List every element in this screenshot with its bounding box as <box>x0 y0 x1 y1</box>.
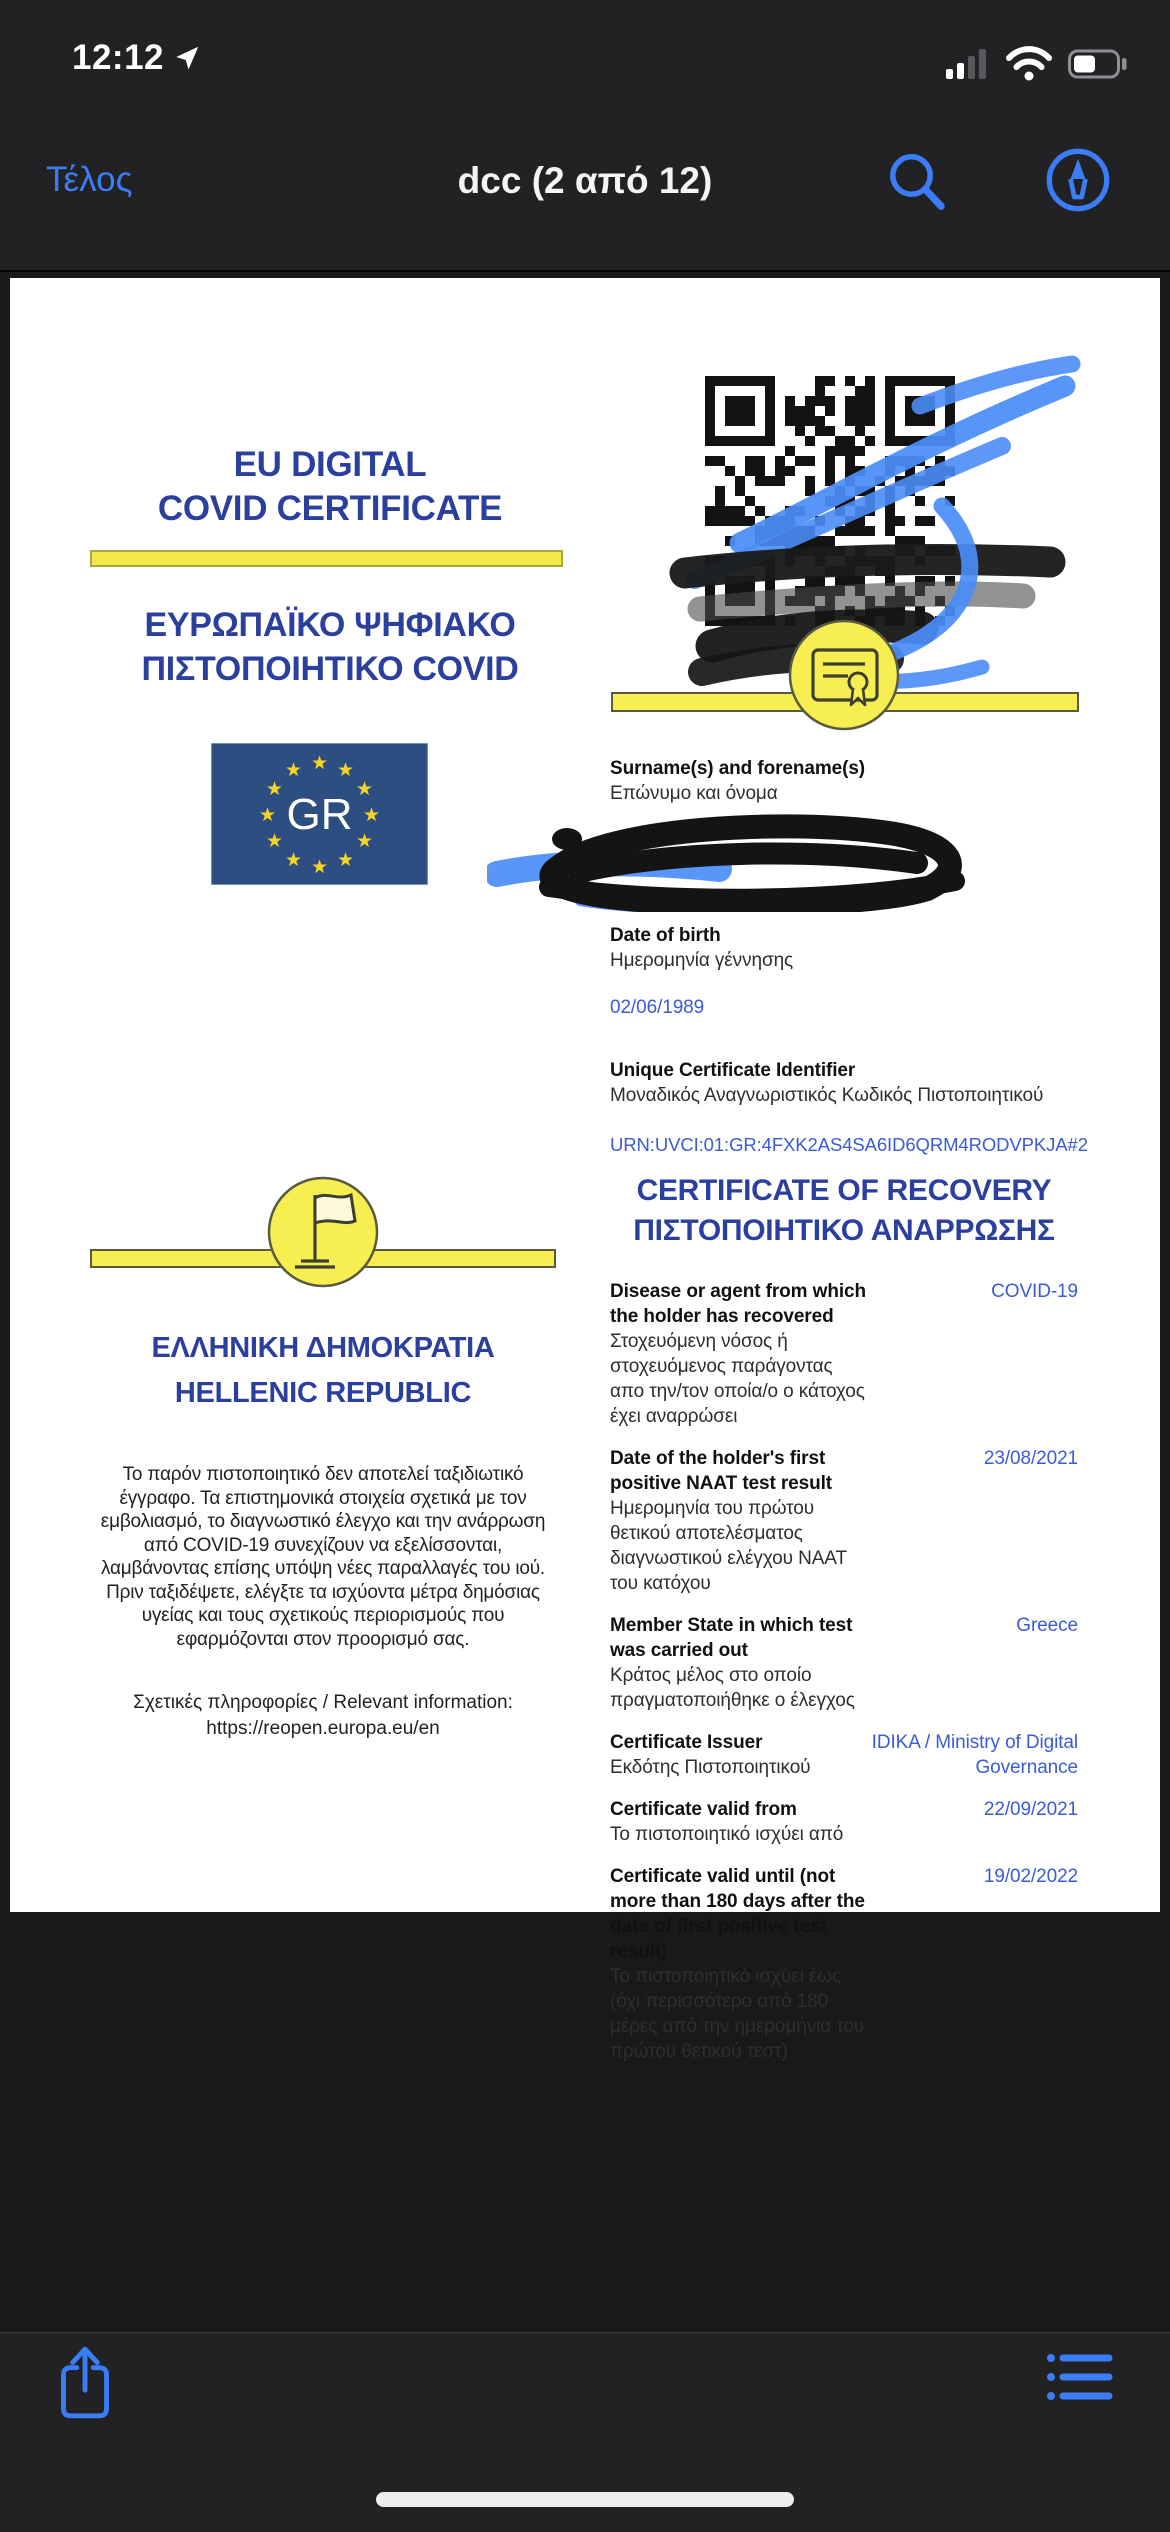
valid-until-value: 19/02/2022 <box>983 1866 1078 1887</box>
svg-text:GR: GR <box>286 790 353 839</box>
recovery-row-first-positive: Date of the holder's first positive NAAT test result Ημερομηνία του πρώτου θετικού αποτελέσματος διαγνωστικού ελέγχου NAAT του κατόχου 23/08/2021 <box>610 1448 1078 1594</box>
relevant-information-url: https://reopen.europa.eu/en <box>206 1718 440 1739</box>
nav-bar <box>0 100 1170 268</box>
recovery-row-valid-until: Certificate valid until (not more than 180 days after the date of first positive test result) Το πιστοποιητικό ισχύει έως (όχι περισσότερο από 180 μέρες από την ημερομήνια του πρώτου θετικού τεστ) 19/02/2022 <box>610 1866 1078 2062</box>
status-icons <box>944 46 1128 82</box>
redacted-name-scribble <box>487 812 987 912</box>
done-button[interactable]: Τέλος <box>46 160 133 199</box>
hellenic-republic-block <box>89 1173 557 1742</box>
pdf-scroll-area[interactable] <box>0 272 1170 2330</box>
cellular-signal-icon <box>944 47 990 81</box>
location-arrow-icon <box>172 43 202 73</box>
recovery-row-valid-from: Certificate valid from Το πιστοποιητικό ισχύει από 22/09/2021 <box>610 1799 1078 1845</box>
recovery-row-member-state: Member State in which test was carried out Κράτος μέλος στο οποίο πραγματοποιήθηκε ο έλεγχος Greece <box>610 1615 1078 1711</box>
dob-label-el: Ημερομηνία γέννησης <box>610 950 794 971</box>
wifi-icon <box>1004 46 1054 82</box>
dob-label: Date of birth <box>610 925 721 946</box>
home-indicator[interactable] <box>376 2492 794 2507</box>
svg-text:★: ★ <box>265 778 284 800</box>
svg-text:★: ★ <box>258 804 277 826</box>
uci-label: Unique Certificate Identifier <box>610 1060 856 1081</box>
certificate-title-el: ΕΥΡΩΠΑΪΚΟ ΨΗΦΙΑΚΟ ΠΙΣΤΟΠΟΙΗΤΙΚΟ COVID <box>141 606 519 688</box>
list-icon <box>1046 2351 1114 2403</box>
uci-label-el: Μοναδικός Αναγνωριστικός Κωδικός Πιστοποιητικού <box>610 1085 1044 1106</box>
search-button[interactable] <box>884 148 950 214</box>
issuer-value: IDIKA / Ministry of Digital Governance <box>871 1732 1078 1778</box>
bottom-toolbar <box>0 2332 1170 2532</box>
svg-text:★: ★ <box>310 856 329 878</box>
certificate-page <box>10 278 1160 2062</box>
svg-text:★: ★ <box>284 849 303 871</box>
uci-value: URN:UVCI:01:GR:4FXK2AS4SA6ID6QRM4RODVPKJA#2 <box>610 1134 1088 1155</box>
first-positive-date-value: 23/08/2021 <box>983 1448 1078 1469</box>
document-title: dcc (2 από 12) <box>457 160 713 201</box>
eu-flag-gr <box>211 743 428 885</box>
dob-value: 02/06/1989 <box>610 997 705 1018</box>
recovery-row-disease: Disease or agent from which the holder has recovered Στοχευόμενη νόσος ή στοχευόμενος παράγοντας απο την/τον οποία/ο ο κάτοχος έχει αναρρώσει COVID-19 <box>610 1281 1078 1427</box>
recovery-section <box>610 1171 1078 2064</box>
share-button[interactable] <box>52 2341 118 2423</box>
certificate-title-en: EU DIGITAL COVID CERTIFICATE <box>157 445 503 528</box>
svg-text:★: ★ <box>310 752 329 774</box>
svg-text:★: ★ <box>284 759 303 781</box>
svg-text:★: ★ <box>336 759 355 781</box>
recovery-title: CERTIFICATE OF RECOVERY ΠΙΣΤΟΠΟΙΗΤΙΚΟ ΑΝΑΡΡΩΣΗΣ <box>633 1174 1055 1247</box>
qr-code <box>590 328 1100 718</box>
svg-text:★: ★ <box>336 849 355 871</box>
surname-label-el: Επώνυμο και όνομα <box>610 783 778 804</box>
svg-text:★: ★ <box>355 778 374 800</box>
valid-from-value: 22/09/2021 <box>983 1799 1078 1820</box>
svg-text:★: ★ <box>362 804 381 826</box>
search-icon <box>884 148 950 214</box>
markup-button[interactable] <box>1044 146 1112 214</box>
relevant-information: Σχετικές πληροφορίες / Relevant information: https://reopen.europa.eu/en <box>89 1690 557 1742</box>
status-time-group <box>72 38 202 78</box>
disease-value: COVID-19 <box>991 1281 1078 1302</box>
surname-label: Surname(s) and forename(s) <box>610 758 866 779</box>
status-bar <box>0 0 1170 100</box>
member-state-value: Greece <box>1016 1615 1078 1636</box>
clock-time: 12:12 <box>72 38 165 77</box>
hellenic-republic-title: ΕΛΛΗΝΙΚΗ ΔΗΜΟΚΡΑΤΙΑ HELLENIC REPUBLIC <box>151 1332 495 1409</box>
yellow-divider <box>90 550 563 567</box>
flag-badge-icon <box>89 1173 557 1293</box>
svg-text:★: ★ <box>265 830 284 852</box>
markup-pen-icon <box>1044 146 1112 214</box>
outline-list-button[interactable] <box>1046 2351 1114 2403</box>
holder-fields <box>610 756 1088 1157</box>
battery-icon <box>1068 47 1128 81</box>
header-chrome <box>0 0 1170 272</box>
share-icon <box>52 2341 118 2423</box>
svg-text:★: ★ <box>355 830 374 852</box>
recovery-row-issuer: Certificate Issuer Εκδότης Πιστοποιητικού IDIKA / Ministry of Digital Governance <box>610 1732 1078 1778</box>
travel-disclaimer: Το παρόν πιστοποιητικό δεν αποτελεί ταξιδιωτικό έγγραφο. Τα επιστημονικά στοιχεία σχετικά με τον εμβολιασμό, το διαγνωστικό έλεγχο και την ανάρρωση από COVID-19 συνεχίζουν να εξελίσσονται, λαμβάνοντας επίσης υπόψη νέες παραλλαγές του ιού. Πριν ταξιδέψετε, ελέγξτε τα ισχύοντα μέτρα δημόσιας υγείας και τους σχετικούς περιορισμούς που εφαρμόζονται στον προορισμό σας. <box>100 1464 546 1650</box>
